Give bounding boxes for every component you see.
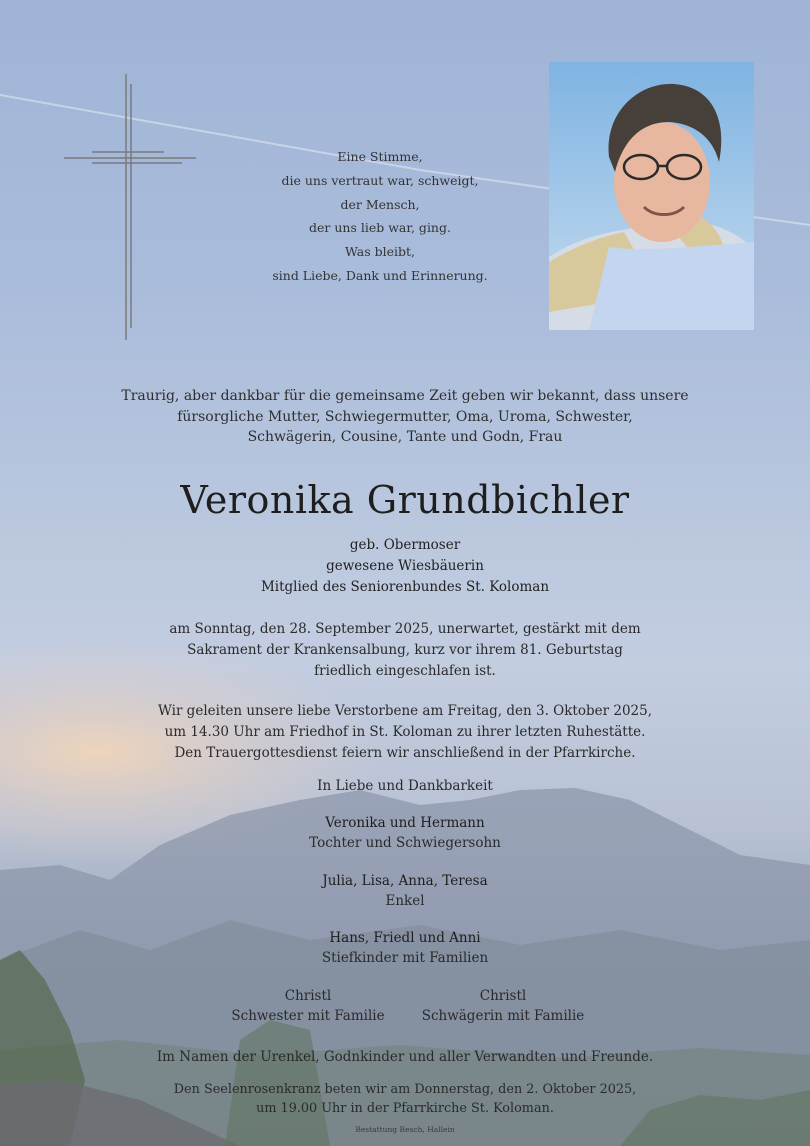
- family-group: [0, 872, 810, 911]
- sibling-relation: Schwägerin mit Familie: [421, 1007, 585, 1024]
- verse-line: der uns lieb war, ging.: [309, 220, 451, 236]
- rosary-line: um 19.00 Uhr in der Pfarrkirche St. Koloman.: [256, 1101, 554, 1116]
- verse-line: sind Liebe, Dank und Erinnerung.: [272, 267, 488, 283]
- family-group: [0, 929, 810, 968]
- name-subtitle: [0, 535, 810, 597]
- subtitle-line: geb. Obermoser: [349, 537, 461, 553]
- death-line: Sakrament der Krankensalbung, kurz vor ihrem 81. Geburtstag: [187, 641, 623, 658]
- family-relation: Tochter und Schwiegersohn: [309, 834, 501, 851]
- undertaker-credit: Bestattung Resch, Hallein: [355, 1125, 455, 1134]
- funeral-line: um 14.30 Uhr am Friedhof in St. Koloman zu ihrer letzten Ruhestätte.: [164, 723, 646, 740]
- deceased-name: Veronika Grundbichler: [180, 478, 630, 522]
- announcement-intro: [0, 386, 810, 448]
- cross-icon: [62, 72, 198, 344]
- family-relation: Enkel: [385, 892, 425, 909]
- sibling-name: Christl: [479, 988, 527, 1004]
- verse-line: der Mensch,: [340, 196, 420, 212]
- intro-line: Schwägerin, Cousine, Tante und Godn, Frau: [247, 429, 563, 445]
- rosary-notice: [0, 1080, 810, 1118]
- funeral-line: Den Trauergottesdienst feiern wir anschließend in der Pfarrkirche.: [174, 744, 636, 761]
- intro-line: fürsorgliche Mutter, Schwiegermutter, Oma, Uroma, Schwester,: [177, 408, 633, 425]
- intro-line: Traurig, aber dankbar für die gemeinsame Zeit geben wir bekannt, dass unsere: [121, 388, 689, 404]
- family-group: [0, 814, 810, 853]
- family-names: Julia, Lisa, Anna, Teresa: [322, 873, 488, 889]
- sibling-group: [403, 987, 603, 1026]
- verse-line: Eine Stimme,: [337, 149, 423, 164]
- funeral-line: Wir geleiten unsere liebe Verstorbene am Freitag, den 3. Oktober 2025,: [157, 703, 652, 719]
- death-line: friedlich eingeschlafen ist.: [314, 662, 496, 679]
- dedication-line: In Liebe und Dankbarkeit: [317, 778, 493, 794]
- memorial-verse: [230, 145, 530, 288]
- sibling-group: [208, 987, 408, 1026]
- death-line: am Sonntag, den 28. September 2025, unerwartet, gestärkt mit dem: [169, 621, 641, 637]
- funeral-details: [0, 701, 810, 763]
- portrait-photo: [549, 62, 754, 330]
- verse-line: die uns vertraut war, schweigt,: [281, 172, 479, 188]
- family-relation: Stiefkinder mit Familien: [321, 949, 489, 966]
- rosary-line: Den Seelenrosenkranz beten wir am Donnerstag, den 2. Oktober 2025,: [173, 1082, 637, 1097]
- subtitle-line: gewesene Wiesbäuerin: [326, 557, 484, 574]
- family-names: Veronika und Hermann: [325, 815, 485, 831]
- family-names: Hans, Friedl und Anni: [329, 930, 481, 946]
- death-notice: [0, 619, 810, 681]
- closing-line: Im Namen der Urenkel, Godnkinder und aller Verwandten und Freunde.: [156, 1049, 654, 1065]
- verse-line: Was bleibt,: [345, 244, 415, 260]
- sibling-relation: Schwester mit Familie: [231, 1007, 385, 1024]
- sibling-name: Christl: [284, 988, 332, 1004]
- subtitle-line: Mitglied des Seniorenbundes St. Koloman: [260, 578, 550, 595]
